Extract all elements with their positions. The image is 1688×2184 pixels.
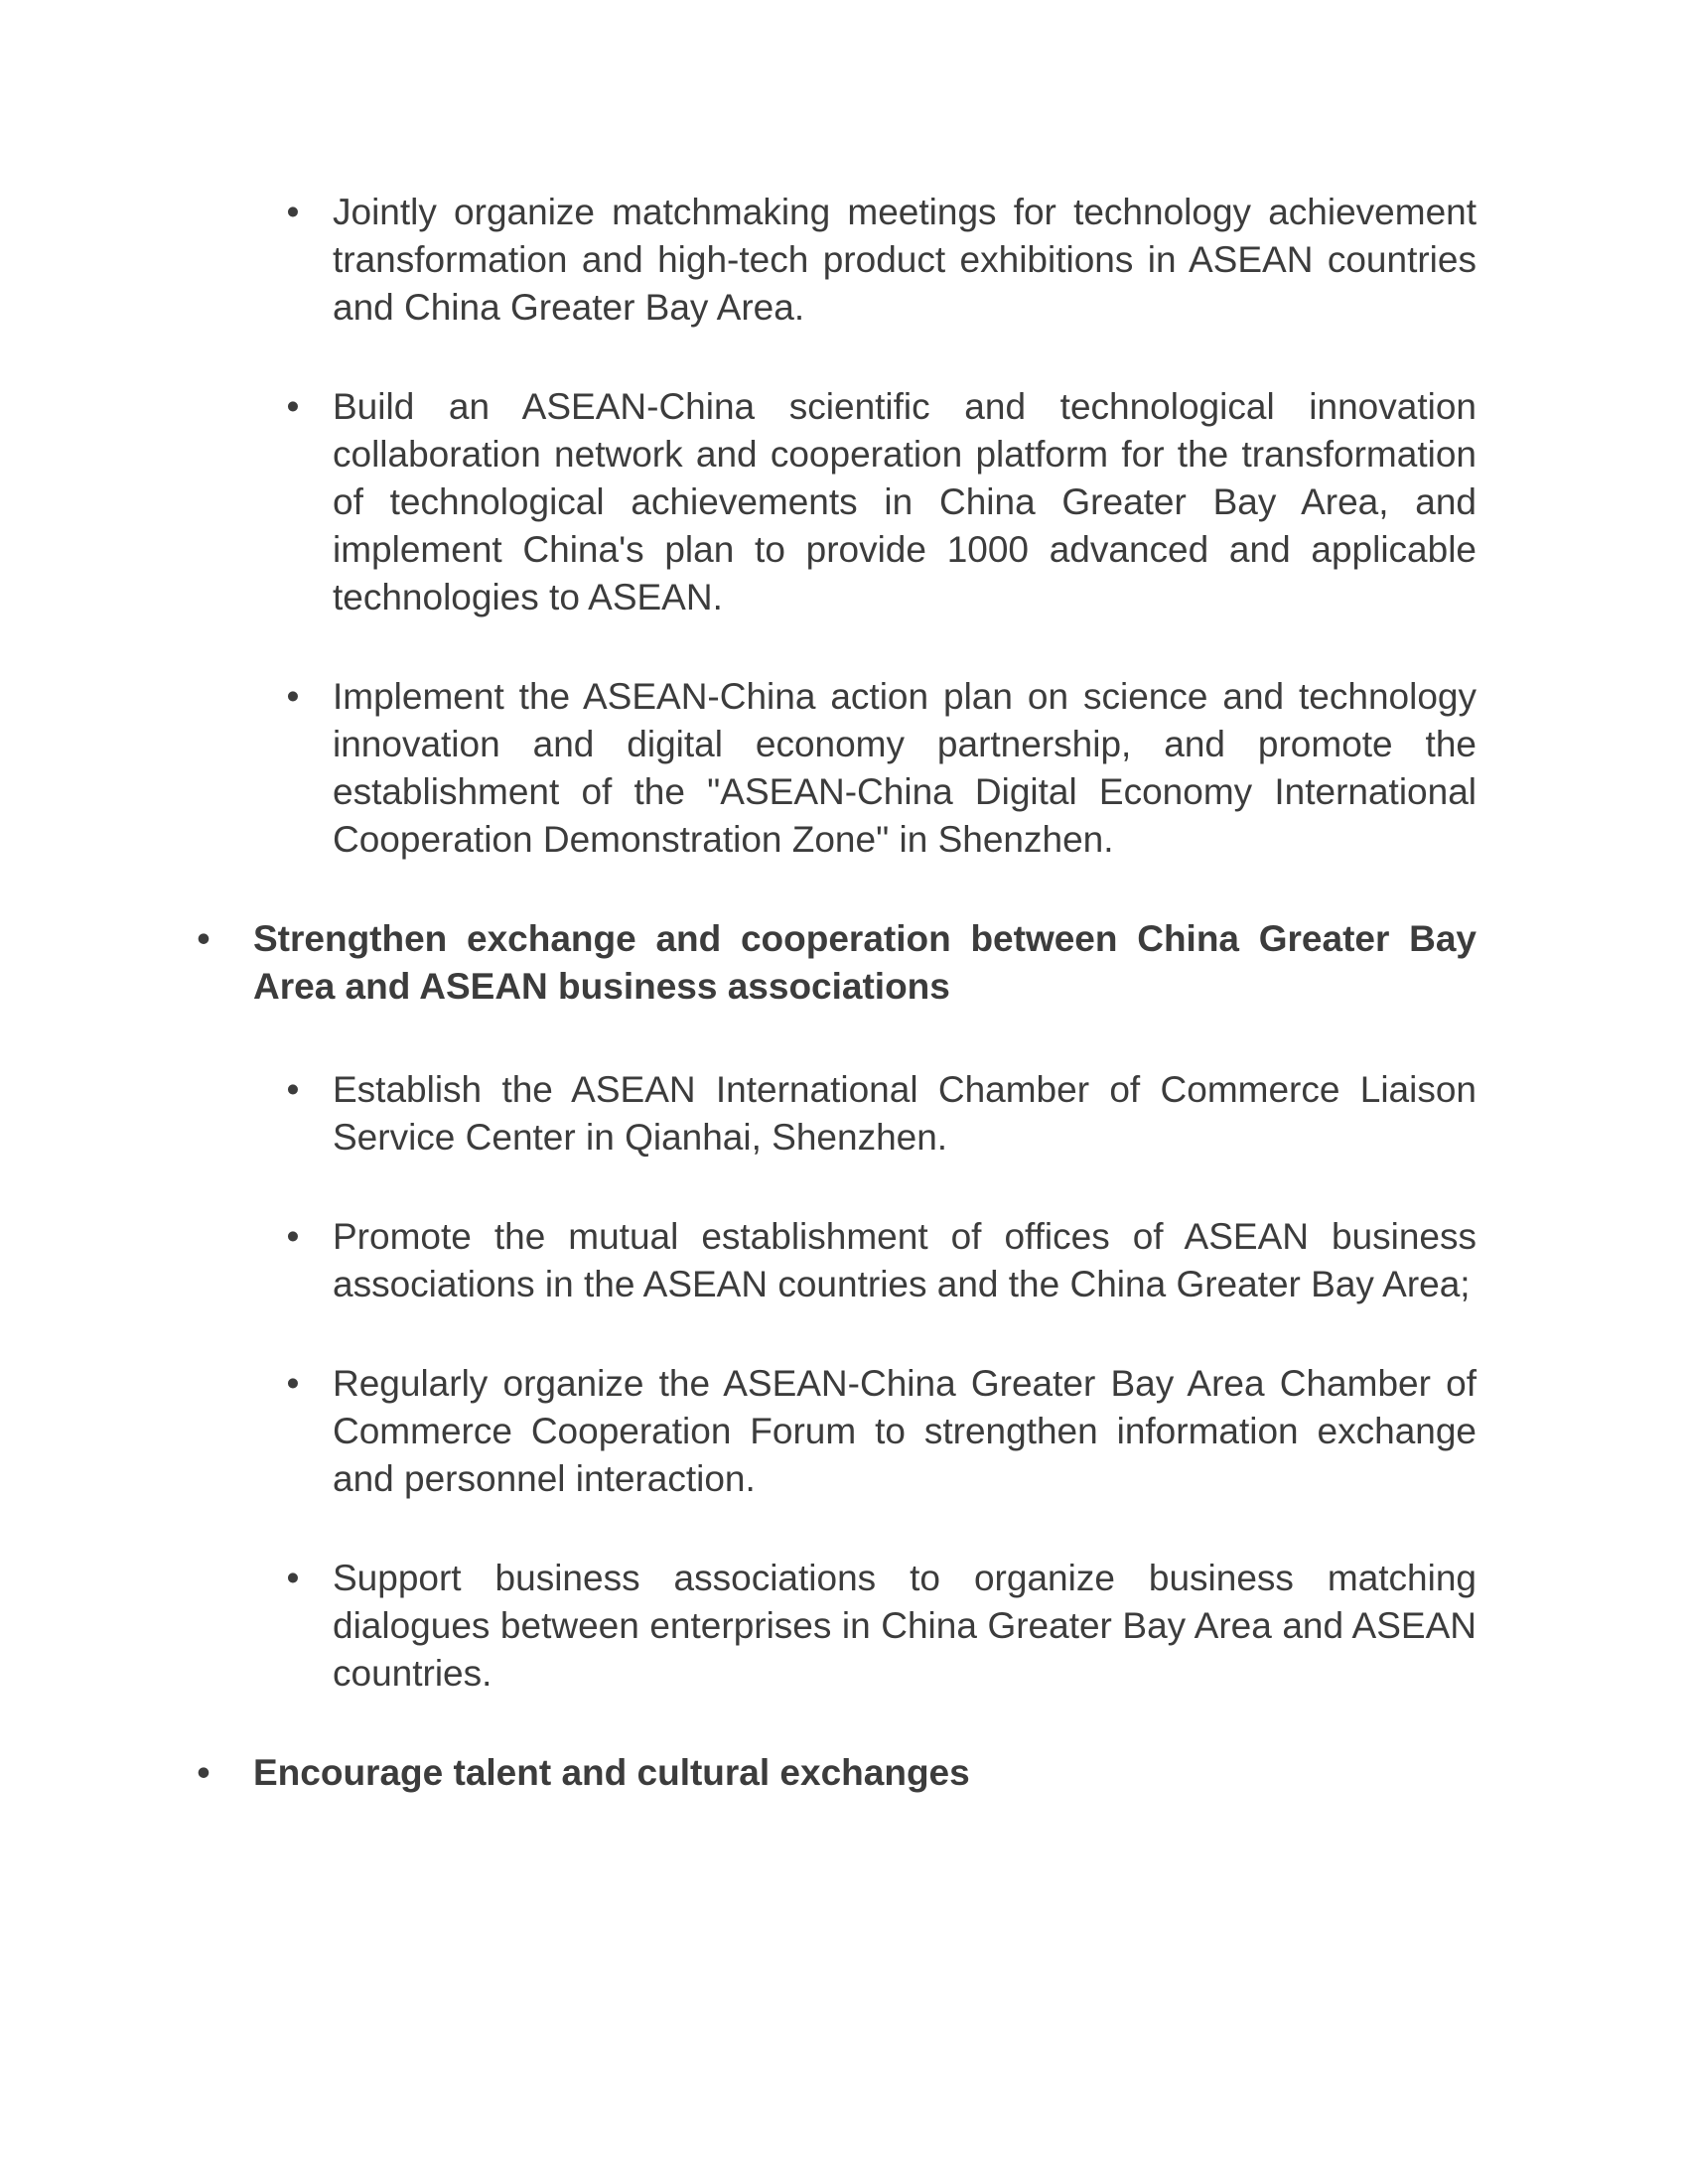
bullet-icon: • <box>197 1752 211 1793</box>
bullet-icon: • <box>286 192 300 232</box>
list-item <box>0 1555 1477 1698</box>
list-item <box>0 1213 1477 1308</box>
list-item-text: Build an ASEAN-China scientific and technological innovation collaboration network and cooperation platform for the transformation of technological achievements in China Greater Bay Area, and implement China's plan to provide 1000 advanced and applicable technologies to ASEAN. <box>333 386 1477 617</box>
list-item-heading <box>0 915 1477 1011</box>
list-item-heading-text: Encourage talent and cultural exchanges <box>253 1752 970 1793</box>
list-item-text: Regularly organize the ASEAN-China Greater Bay Area Chamber of Commerce Cooperation Forum to strengthen information exchange and personnel interaction. <box>333 1363 1477 1499</box>
list-item <box>0 383 1477 621</box>
list-item <box>0 189 1477 332</box>
list-item-text: Jointly organize matchmaking meetings for technology achievement transformation and high-tech product exhibitions in ASEAN countries and China Greater Bay Area. <box>333 192 1477 328</box>
list-item-text: Promote the mutual establishment of offices of ASEAN business associations in the ASEAN countries and the China Greater Bay Area; <box>333 1216 1477 1304</box>
list-item-heading <box>0 1749 1477 1797</box>
list-item-heading-text: Strengthen exchange and cooperation between China Greater Bay Area and ASEAN business associations <box>253 918 1477 1007</box>
bullet-icon: • <box>286 1216 300 1257</box>
bullet-icon: • <box>197 918 211 959</box>
bullet-icon: • <box>286 1363 300 1404</box>
list-item <box>0 1066 1477 1161</box>
bullet-icon: • <box>286 386 300 427</box>
bullet-icon: • <box>286 1069 300 1110</box>
document-content <box>0 189 1477 1852</box>
bullet-icon: • <box>286 676 300 717</box>
list-item-text: Implement the ASEAN-China action plan on science and technology innovation and digital economy partnership, and promote the establishment of the "ASEAN-China Digital Economy International Cooperation Demonstration Zone" in Shenzhen. <box>333 676 1477 860</box>
list-item <box>0 1360 1477 1503</box>
bullet-icon: • <box>286 1558 300 1598</box>
list-item-text: Support business associations to organize business matching dialogues between enterprises in China Greater Bay Area and ASEAN countries. <box>333 1558 1477 1694</box>
list-item <box>0 673 1477 864</box>
list-item-text: Establish the ASEAN International Chamber of Commerce Liaison Service Center in Qianhai, Shenzhen. <box>333 1069 1477 1158</box>
